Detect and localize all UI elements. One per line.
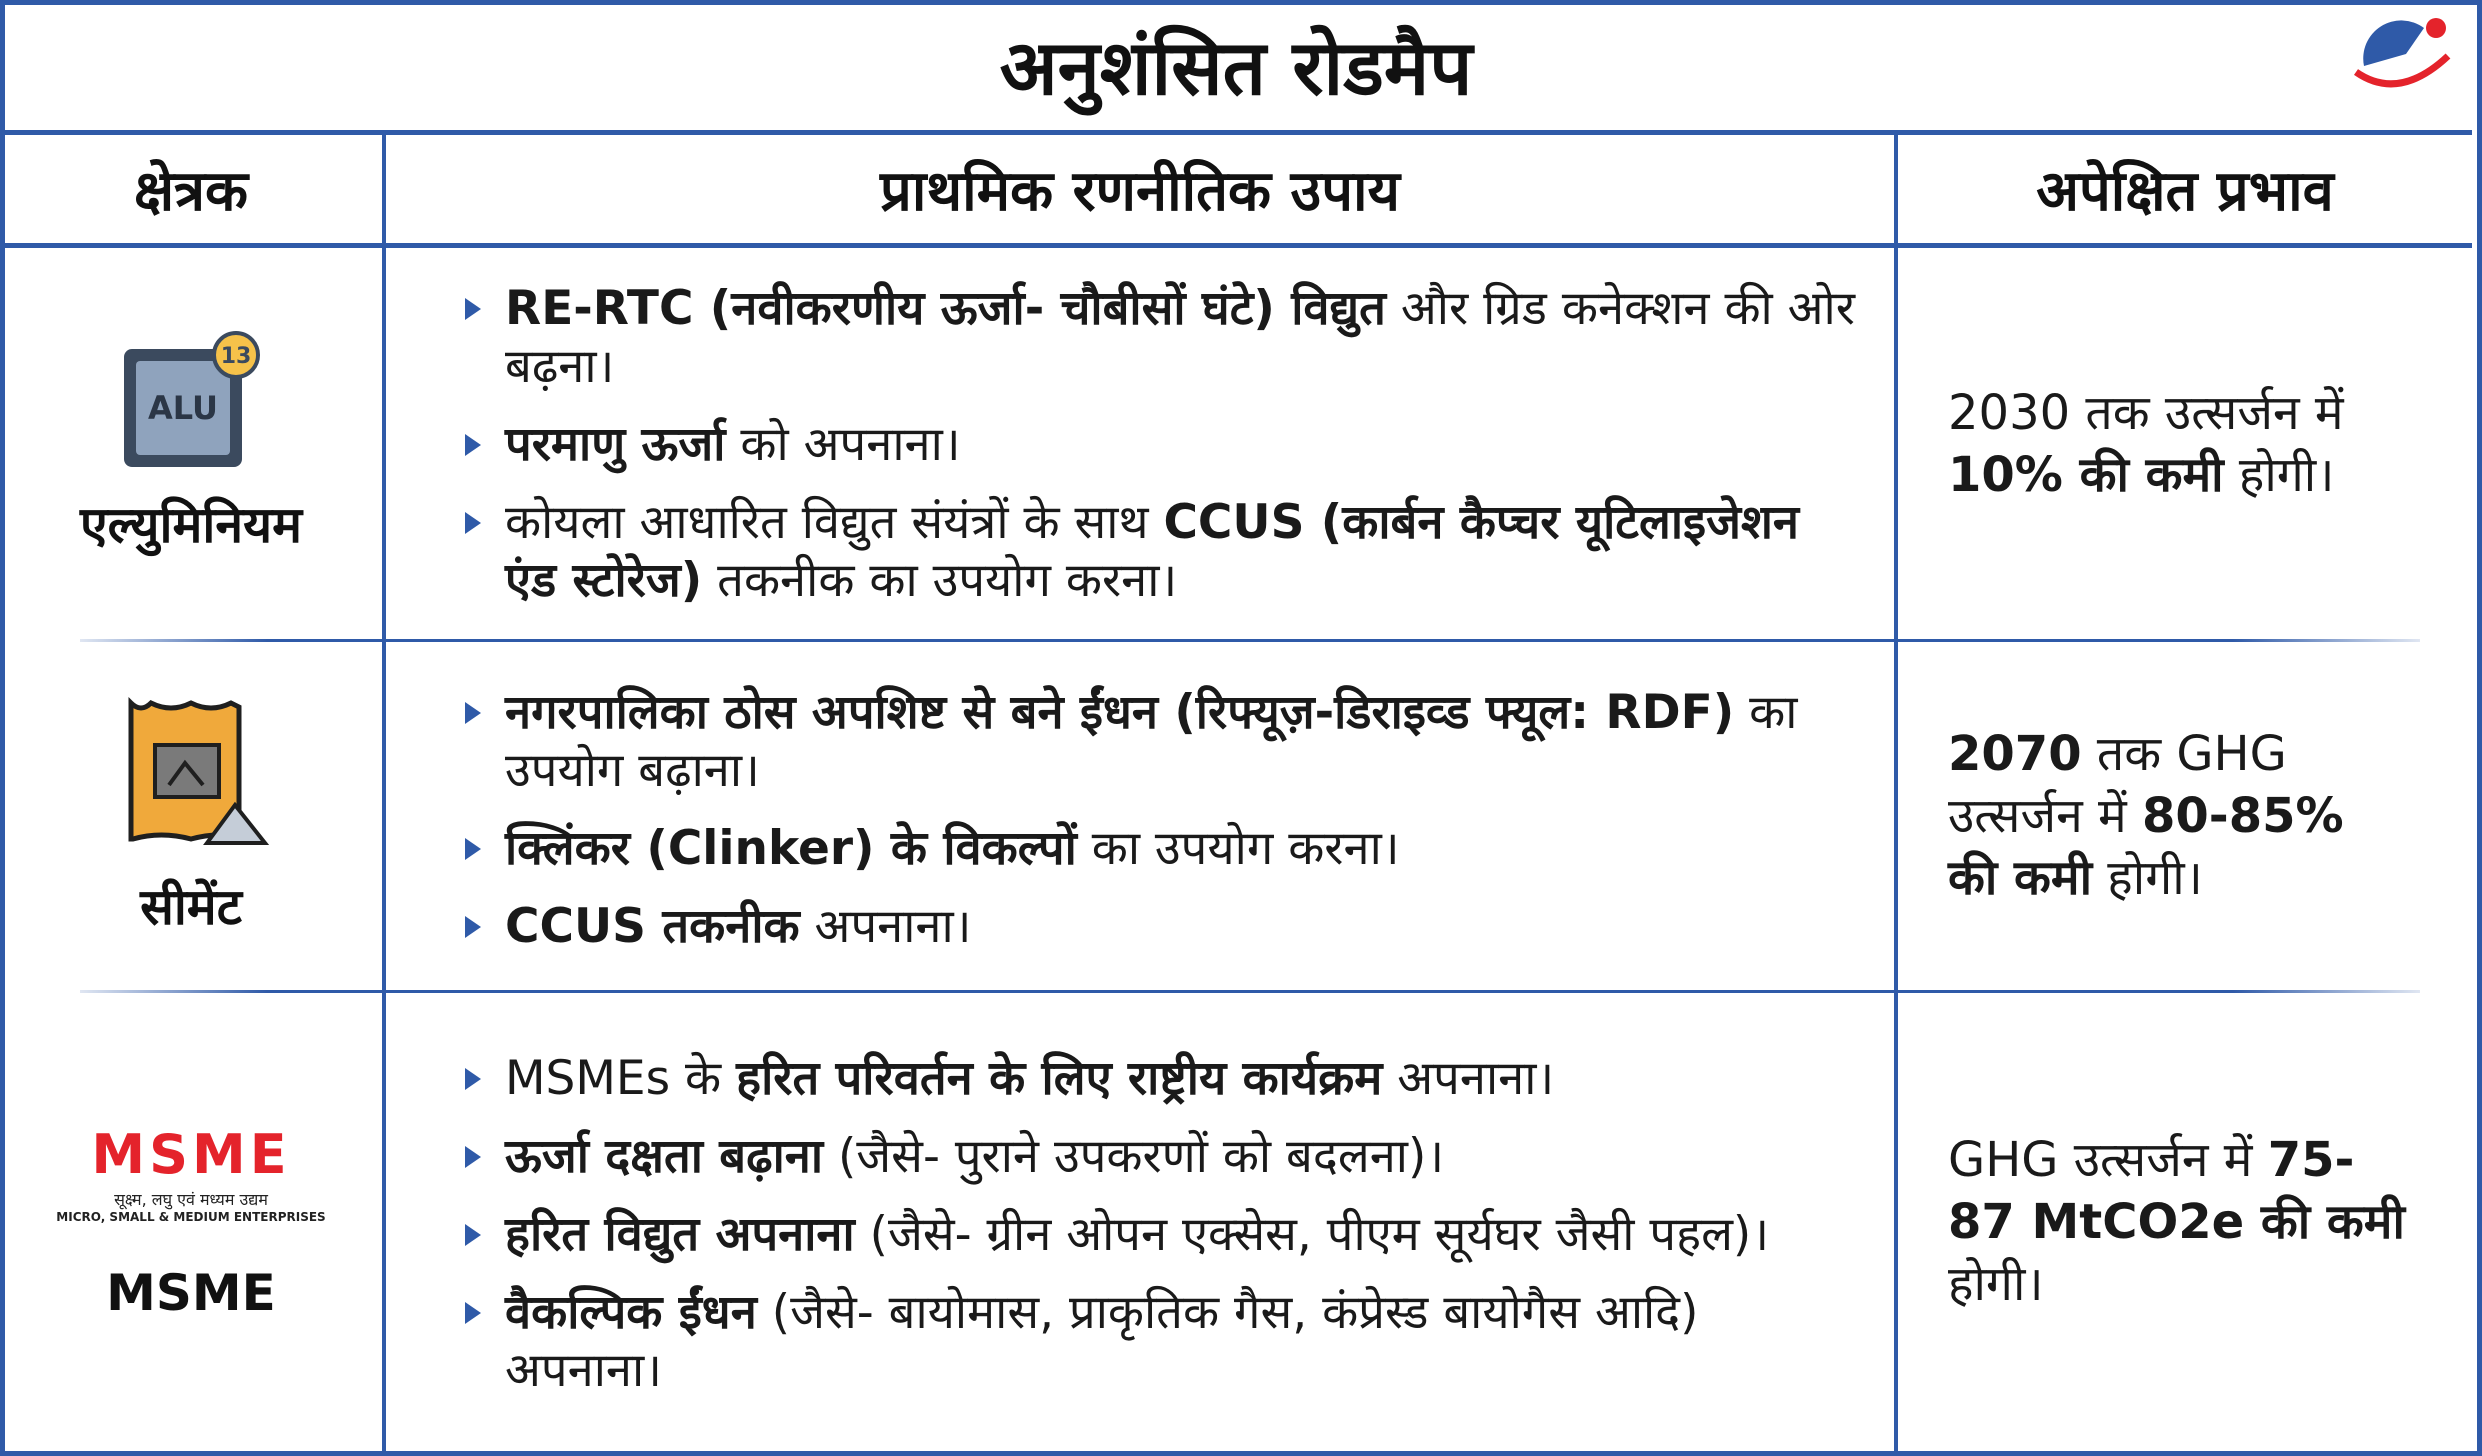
list-item: हरित विद्युत अपनाना (जैसे- ग्रीन ओपन एक्सेस, पीएम सूर्यघर जैसी पहल)। bbox=[455, 1206, 1855, 1264]
header-sector: क्षेत्रक bbox=[133, 159, 249, 224]
sector-label: एल्युमिनियम bbox=[80, 495, 302, 554]
impact-aluminium: 2030 तक उत्सर्जन में 10% की कमी होगी। bbox=[1948, 384, 2344, 503]
list-item: परमाणु ऊर्जा को अपनाना। bbox=[455, 416, 1855, 474]
list-item: ऊर्जा दक्षता बढ़ाना (जैसे- पुराने उपकरणों को बदलना)। bbox=[455, 1128, 1855, 1186]
list-item: RE-RTC (नवीकरणीय ऊर्जा- चौबीसों घंटे) विद्युत और ग्रिड कनेक्शन की ओर बढ़ना। bbox=[455, 280, 1855, 396]
sector-msme bbox=[0, 993, 382, 1451]
sector-cement bbox=[0, 642, 382, 990]
list-item: MSMEs के हरित परिवर्तन के लिए राष्ट्रीय कार्यक्रम अपनाना। bbox=[455, 1050, 1855, 1108]
msme-logo-icon bbox=[56, 1123, 325, 1224]
cement-bag-icon bbox=[111, 693, 271, 853]
sector-label: MSME bbox=[106, 1263, 276, 1322]
sector-label: सीमेंट bbox=[140, 878, 242, 936]
column-divider bbox=[382, 135, 386, 1451]
impact-cement: 2070 तक GHG उत्सर्जन में 80-85% की कमी होगी। bbox=[1948, 726, 2344, 906]
title-bar bbox=[0, 0, 2472, 135]
msme-logo-sub2: MICRO, SMALL & MEDIUM ENTERPRISES bbox=[56, 1209, 326, 1224]
list-item: क्लिंकर (Clinker) के विकल्पों का उपयोग करना। bbox=[455, 820, 1855, 878]
impact-msme: GHG उत्सर्जन में 75-87 MtCO2e की कमी होगी। bbox=[1948, 1132, 2405, 1312]
list-item: नगरपालिका ठोस अपशिष्ट से बने ईंधन (रिफ्यूज़-डिराइव्ड फ्यूल: RDF) का उपयोग बढ़ाना। bbox=[455, 684, 1855, 800]
list-item: CCUS तकनीक अपनाना। bbox=[455, 898, 1855, 956]
list-item: वैकल्पिक ईंधन (जैसे- बायोमास, प्राकृतिक गैस, कंप्रेस्ड बायोगैस आदि) अपनाना। bbox=[455, 1284, 1855, 1400]
brand-logo-icon bbox=[2344, 6, 2454, 116]
list-item: कोयला आधारित विद्युत संयंत्रों के साथ CCUS (कार्बन कैप्चर यूटिलाइजेशन एंड स्टोरेज) तकनीक का उपयोग करना। bbox=[455, 494, 1855, 610]
chip-badge: 13 bbox=[220, 343, 252, 369]
measures-cement bbox=[455, 660, 1855, 980]
measures-aluminium bbox=[455, 260, 1855, 630]
sector-aluminium bbox=[0, 248, 382, 639]
header-measures: प्राथमिक रणनीतिक उपाय bbox=[879, 159, 1401, 224]
msme-logo-sub: सूक्ष्म, लघु एवं मध्यम उद्यम bbox=[114, 1189, 268, 1209]
measures-msme bbox=[455, 1005, 1855, 1445]
chip-text: ALU bbox=[148, 388, 218, 427]
msme-logo-text: MSME bbox=[91, 1122, 291, 1186]
aluminium-chip-icon bbox=[116, 331, 266, 471]
header-impact: अपेक्षित प्रभाव bbox=[2036, 159, 2334, 224]
table-header bbox=[0, 135, 2472, 248]
column-divider bbox=[1894, 135, 1898, 1451]
page-title: अनुशंसित रोडमैप bbox=[999, 22, 1473, 112]
